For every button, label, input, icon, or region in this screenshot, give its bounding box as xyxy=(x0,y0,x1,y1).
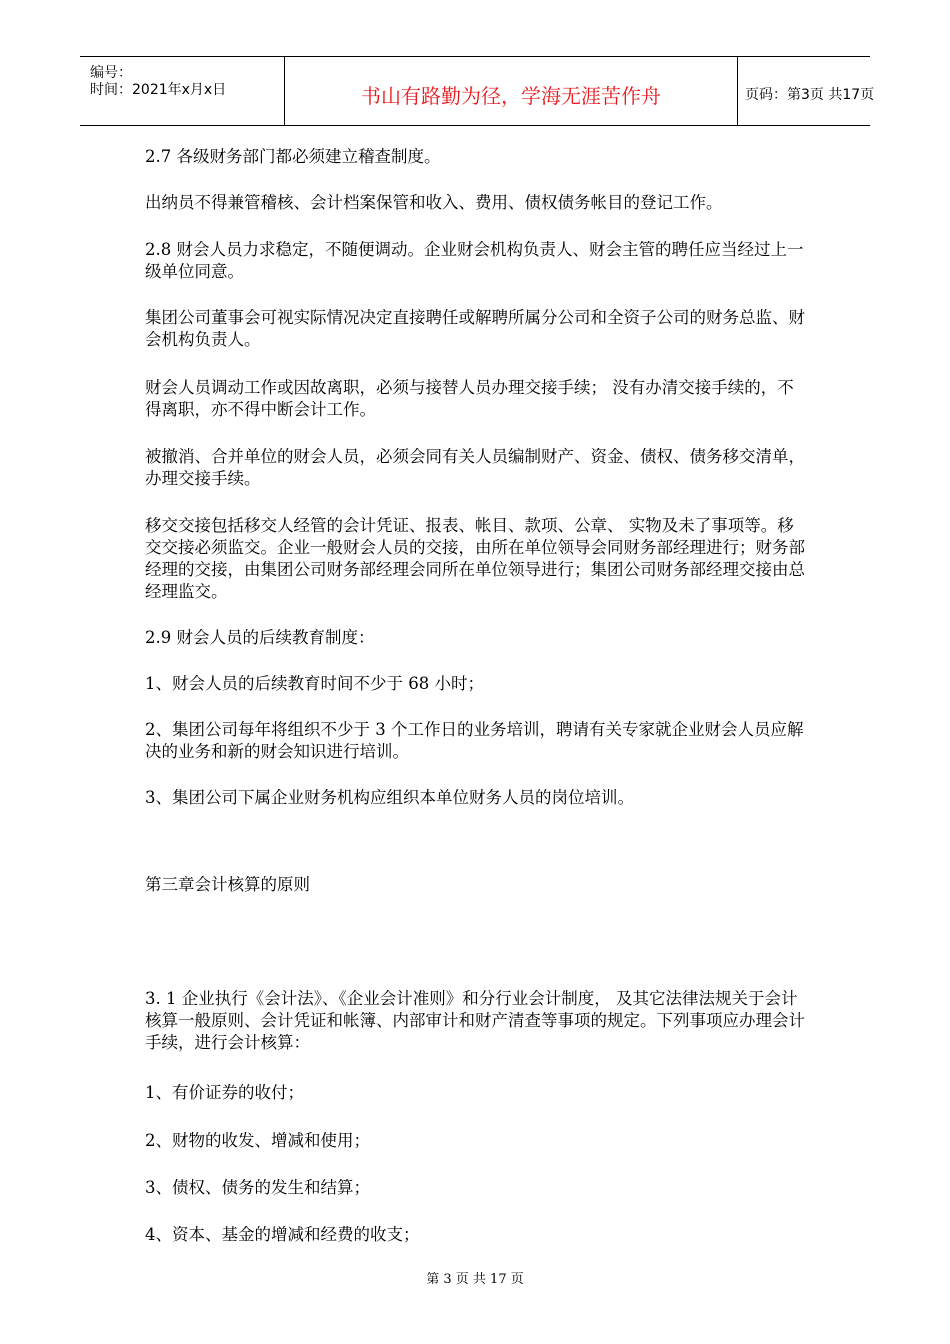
paragraph-2-7: 2.7 各级财务部门都必须建立稽查制度。 xyxy=(145,147,441,166)
paragraph-3-1: 3. 1 企业执行《会计法》、《企业会计准则》和分行业会计制度， 及其它法律法规关于会计核算一般原则、会计凭证和帐簿、内部审计和财产清查等事项的规定。下列事项应办理会计手续，进行会计核算： xyxy=(145,989,805,1052)
page-footer: 第 3 页 共 17 页 xyxy=(426,1272,524,1287)
list-item-annual-training: 2、集团公司每年将组织不少于 3 个工作日的业务培训，聘请有关专家就企业财会人员应解决的业务和新的财会知识进行培训。 xyxy=(145,720,804,761)
paragraph-transfer-handover: 财会人员调动工作或因故离职，必须与接替人员办理交接手续； 没有办清交接手续的，不得离职，亦不得中断会计工作。 xyxy=(145,378,794,419)
page-header xyxy=(80,56,875,126)
paragraph-2-8: 2.8 财会人员力求稳定，不随便调动。企业财会机构负责人、财会主管的聘任应当经过上一级单位同意。 xyxy=(145,240,804,281)
paragraph-cashier-rule: 出纳员不得兼管稽核、会计档案保管和收入、费用、债权债务帐目的登记工作。 xyxy=(145,193,723,212)
list-item-education-hours: 1、财会人员的后续教育时间不少于 68 小时； xyxy=(145,674,484,693)
header-motto: 书山有路勤为径，学海无涯苦作舟 xyxy=(361,84,661,108)
paragraph-handover-contents: 移交交接包括移交人经管的会计凭证、报表、帐目、款项、公章、 实物及未了事项等。移交交接必须监交。企业一般财会人员的交接，由所在单位领导会同财务部经理进行；财务部经理的交接，由集团公司财务部经理会同所在单位领导进行；集团公司财务部经理交接由总经理监交。 xyxy=(145,516,805,601)
list-item-property: 2、财物的收发、增减和使用； xyxy=(145,1131,370,1150)
chapter-three-title: 第三章会计核算的原则 xyxy=(145,875,310,894)
document-number-label: 编号： xyxy=(90,65,132,81)
header-page-cell xyxy=(737,57,875,125)
document-time-label: 时间：2021年x月x日 xyxy=(90,82,227,98)
paragraph-board-appointment: 集团公司董事会可视实际情况决定直接聘任或解聘所属分公司和全资子公司的财务总监、财会机构负责人。 xyxy=(145,308,805,349)
list-item-capital: 4、资本、基金的增减和经费的收支； xyxy=(145,1225,420,1244)
header-page-info: 页码：第3页 共17页 xyxy=(745,87,875,103)
paragraph-2-9: 2.9 财会人员的后续教育制度： xyxy=(145,628,375,647)
header-motto-cell xyxy=(284,57,738,125)
paragraph-merged-units: 被撤消、合并单位的财会人员，必须会同有关人员编制财产、资金、债权、债务移交清单，办理交接手续。 xyxy=(145,447,805,488)
list-item-post-training: 3、集团公司下属企业财务机构应组织本单位财务人员的岗位培训。 xyxy=(145,788,634,807)
document-body xyxy=(145,146,810,1246)
list-item-securities: 1、有价证券的收付； xyxy=(145,1083,304,1102)
header-meta-cell xyxy=(80,57,284,125)
list-item-debts: 3、债权、债务的发生和结算； xyxy=(145,1178,370,1197)
